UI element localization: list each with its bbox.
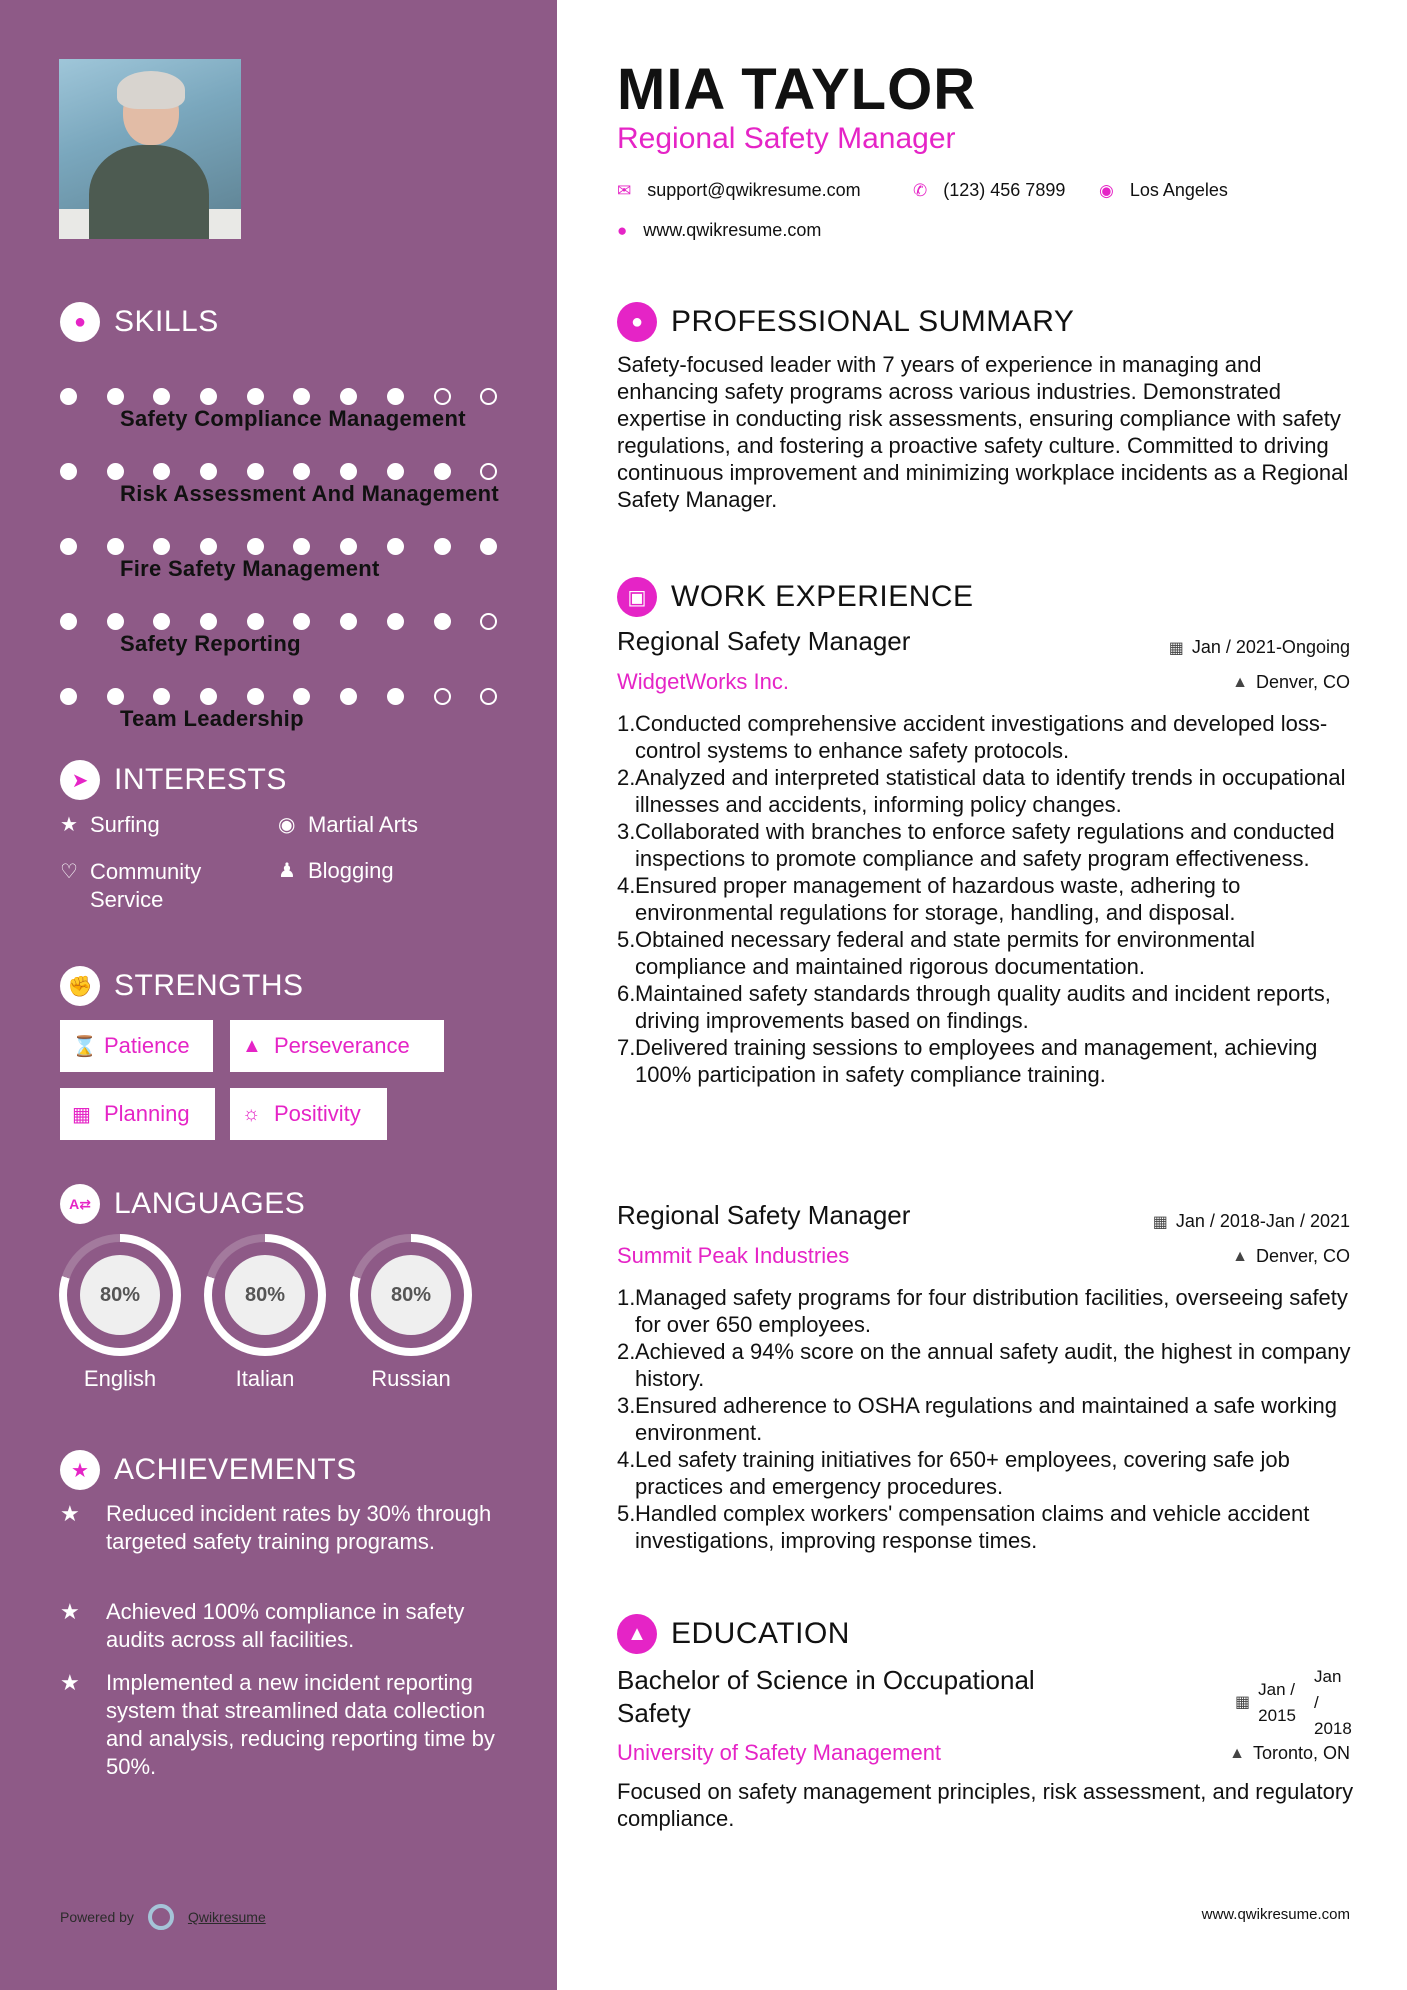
phone-icon: ✆: [913, 180, 928, 200]
strength-badge: [230, 1088, 387, 1140]
hands-icon: ♡: [60, 861, 78, 883]
education-heading: EDUCATION: [671, 1617, 850, 1650]
school-name: University of Safety Management: [617, 1740, 942, 1765]
globe-icon: ◉: [278, 814, 296, 836]
calendar-icon: ▦: [72, 1103, 91, 1126]
education-end: [1314, 1664, 1350, 1742]
experience-section-header: [617, 577, 974, 617]
lightbulb-icon: ●: [60, 302, 100, 342]
language-ring: [59, 1234, 181, 1356]
rating-dot: [293, 388, 310, 405]
strength-badge: [230, 1020, 444, 1072]
achievement-text: Achieved 100% compliance in safety audits across all facilities.: [106, 1599, 465, 1652]
sidebar: [0, 0, 557, 1990]
language-ring: [204, 1234, 326, 1356]
education-description: Focused on safety management principles, risk assessment, and regulatory compliance.: [617, 1779, 1354, 1831]
footer-url[interactable]: www.qwikresume.com: [1201, 1906, 1350, 1923]
job-dates-text: Jan / 2018-Jan / 2021: [1175, 1211, 1350, 1231]
experience-heading: WORK EXPERIENCE: [671, 580, 974, 613]
job-duty: Conducted comprehensive accident investigations and developed loss-control systems to enhance safety protocols.: [635, 711, 1328, 763]
star-icon: ★: [60, 814, 78, 836]
language-percent: 80%: [80, 1255, 160, 1335]
skill-rating: [60, 463, 527, 480]
rating-dot: [153, 538, 170, 555]
languages-heading: LANGUAGES: [114, 1187, 306, 1220]
fist-icon: ✊: [60, 966, 100, 1006]
contact-website[interactable]: [617, 220, 821, 241]
company-name: WidgetWorks Inc.: [617, 669, 789, 694]
rating-dot: [247, 688, 264, 705]
interest-item: [278, 812, 418, 838]
globe-icon: ●: [617, 220, 628, 240]
powered-by: [60, 1904, 266, 1930]
achievement-item: [60, 1669, 500, 1781]
rating-dot: [107, 463, 124, 480]
strength-label: Patience: [104, 1033, 190, 1058]
rating-dot: [60, 388, 77, 405]
job-duty: Obtained necessary federal and state permits for environmental compliance and maintained rigorous documentation.: [635, 927, 1255, 979]
job-duty: Delivered training sessions to employees and management, achieving 100% participation in safety compliance training.: [635, 1035, 1318, 1087]
job-duty: Ensured adherence to OSHA regulations and maintained a safe working environment.: [635, 1393, 1337, 1445]
rating-dot: [247, 388, 264, 405]
rating-dot: [340, 613, 357, 630]
job-dates-text: Jan / 2021-Ongoing: [1191, 637, 1350, 657]
degree-line: Safety: [617, 1698, 691, 1728]
rating-dot: [480, 613, 497, 630]
rating-dot: [434, 613, 451, 630]
company-name: Summit Peak Industries: [617, 1243, 850, 1268]
shooting-star-icon: ★: [60, 1670, 80, 1695]
job-location-text: Denver, CO: [1255, 672, 1350, 692]
rating-dot: [340, 688, 357, 705]
job-duty: Handled complex workers' compensation claims and vehicle accident investigations, improving response times.: [635, 1501, 1310, 1553]
envelope-icon: ✉: [617, 180, 632, 200]
summary-section-header: [617, 302, 1074, 342]
interest-label: Surfing: [90, 812, 160, 837]
job-dates: [1169, 637, 1350, 658]
rating-dot: [107, 613, 124, 630]
rating-dot: [387, 688, 404, 705]
rating-dot: [340, 388, 357, 405]
rating-dot: [293, 613, 310, 630]
language-percent: 80%: [371, 1255, 451, 1335]
end-date-line: 2018: [1314, 1719, 1352, 1738]
translate-icon: A⇄: [60, 1184, 100, 1224]
rating-dot: [60, 688, 77, 705]
interest-item: [278, 858, 394, 884]
interest-label: Community Service: [90, 859, 202, 912]
language-italian: [204, 1234, 326, 1392]
rating-dot: [387, 388, 404, 405]
strength-badge: [60, 1088, 215, 1140]
sun-icon: ☼: [242, 1102, 261, 1125]
main-content: [557, 0, 1407, 1990]
rating-dot: [480, 388, 497, 405]
education-start: [1258, 1677, 1296, 1729]
interest-label: Blogging: [308, 858, 394, 883]
calendar-icon: ▦: [1235, 1694, 1251, 1711]
people-icon: ♟: [278, 860, 296, 882]
achievement-item: [60, 1598, 500, 1654]
rating-dot: [340, 538, 357, 555]
skill-rating: [60, 688, 527, 705]
calendar-icon: ▦: [1152, 1213, 1168, 1231]
job-duties-list: [617, 710, 1362, 1088]
powered-by-label: Powered by: [60, 1909, 134, 1925]
end-date-line: Jan /: [1314, 1667, 1342, 1712]
rating-dot: [434, 688, 451, 705]
job-location-text: Denver, CO: [1255, 1246, 1350, 1266]
interests-heading: INTERESTS: [114, 763, 287, 796]
achievements-section-header: [60, 1450, 357, 1490]
rating-dot: [60, 538, 77, 555]
star-badge-icon: ★: [60, 1450, 100, 1490]
interests-section-header: [60, 760, 287, 800]
interest-item: [60, 812, 160, 838]
language-name: Russian: [371, 1366, 451, 1391]
skill-name: Risk Assessment And Management: [120, 481, 500, 506]
shooting-star-icon: ★: [60, 1501, 80, 1526]
job-duties-list: [617, 1284, 1362, 1554]
mountain-icon: ▲: [242, 1034, 262, 1057]
pin-icon: ▲: [1229, 1744, 1245, 1762]
strength-label: Planning: [104, 1101, 190, 1126]
skill-rating: [60, 538, 527, 555]
rating-dot: [153, 688, 170, 705]
language-ring: [350, 1234, 472, 1356]
language-name: Italian: [235, 1366, 295, 1391]
achievement-text: Implemented a new incident reporting system that streamlined data collection and analysis, reducing reporting time by 50%.: [106, 1670, 495, 1779]
skill-name: Safety Compliance Management: [120, 406, 466, 431]
shooting-star-icon: ★: [60, 1599, 80, 1624]
qwikresume-logo-icon: [148, 1904, 174, 1930]
summary-text: Safety-focused leader with 7 years of experience in managing and enhancing safety programs across various industries. Demonstrated expertise in conducting risk assessments, ensuring compliance with safety regulations, and fostering a proactive safety culture. Committed to driving continuous improvement and minimizing workplace incidents as a Regional Safety Manager.: [617, 352, 1349, 512]
strength-label: Perseverance: [274, 1033, 410, 1058]
skill-name: Team Leadership: [120, 706, 304, 731]
rating-dot: [107, 688, 124, 705]
phone-text: (123) 456 7899: [943, 180, 1066, 200]
rating-dot: [387, 613, 404, 630]
skill-name: Fire Safety Management: [120, 556, 380, 581]
rating-dot: [434, 463, 451, 480]
rating-dot: [293, 463, 310, 480]
rating-dot: [480, 688, 497, 705]
job-duty: Analyzed and interpreted statistical data to identify trends in occupational illnesses and accidents, informing policy changes.: [635, 765, 1346, 817]
rating-dot: [247, 463, 264, 480]
pin-icon: ▲: [1232, 673, 1248, 691]
education-location: [1229, 1743, 1350, 1764]
start-date-line: 2015: [1258, 1706, 1296, 1725]
email-text: support@qwikresume.com: [647, 180, 861, 200]
candidate-name: MIA TAYLOR: [617, 57, 977, 122]
profile-photo: [59, 59, 241, 239]
achievements-heading: ACHIEVEMENTS: [114, 1453, 357, 1486]
rating-dot: [480, 463, 497, 480]
user-icon: ●: [617, 302, 657, 342]
education-section-header: [617, 1614, 850, 1654]
strengths-section-header: [60, 966, 304, 1006]
pin-icon: ▲: [1232, 1247, 1248, 1265]
job-duty: Led safety training initiatives for 650+ employees, covering safe job practices and emergency procedures.: [635, 1447, 1290, 1499]
job-title: Regional Safety Manager: [617, 626, 911, 656]
summary-heading: PROFESSIONAL SUMMARY: [671, 305, 1075, 338]
language-english: [59, 1234, 181, 1392]
job-duty: Ensured proper management of hazardous waste, adhering to environmental regulations for storage, handling, and disposal.: [635, 873, 1241, 925]
job-duty: Maintained safety standards through quality audits and incident reports, driving improvements based on findings.: [635, 981, 1331, 1033]
job-title: Regional Safety Manager: [617, 1200, 911, 1230]
rating-dot: [247, 538, 264, 555]
contact-location: [1099, 180, 1228, 201]
language-percent: 80%: [225, 1255, 305, 1335]
rating-dot: [293, 688, 310, 705]
strengths-heading: STRENGTHS: [114, 969, 304, 1002]
job-dates: [1153, 1211, 1350, 1232]
paper-plane-icon: ➤: [60, 760, 100, 800]
rating-dot: [247, 613, 264, 630]
rating-dot: [107, 538, 124, 555]
rating-dot: [293, 538, 310, 555]
rating-dot: [153, 388, 170, 405]
candidate-title: Regional Safety Manager: [617, 122, 956, 155]
job-duty: Achieved a 94% score on the annual safety audit, the highest in company history.: [635, 1339, 1351, 1391]
skills-section-header: [60, 302, 219, 342]
skill-rating: [60, 613, 527, 630]
contact-email[interactable]: [617, 180, 861, 201]
rating-dot: [434, 538, 451, 555]
rating-dot: [387, 463, 404, 480]
calendar-icon: ▦: [1168, 639, 1184, 657]
language-name: English: [83, 1366, 157, 1391]
rating-dot: [107, 388, 124, 405]
interest-label: Martial Arts: [308, 812, 419, 837]
graduation-cap-icon: ▲: [617, 1614, 657, 1654]
interest-item: [60, 858, 260, 914]
start-date-line: Jan /: [1258, 1680, 1296, 1699]
skill-name: Safety Reporting: [120, 631, 301, 656]
strength-badge: [60, 1020, 213, 1072]
education-dates: [1235, 1664, 1350, 1742]
hourglass-icon: ⌛: [72, 1035, 97, 1058]
map-pin-icon: ◉: [1099, 180, 1114, 200]
rating-dot: [153, 613, 170, 630]
strength-label: Positivity: [274, 1101, 361, 1126]
languages-section-header: [60, 1184, 305, 1224]
degree-title: [617, 1664, 1035, 1730]
skill-rating: [60, 388, 527, 405]
skills-heading: SKILLS: [114, 305, 219, 338]
rating-dot: [153, 463, 170, 480]
contact-phone[interactable]: [913, 180, 1065, 201]
achievement-item: [60, 1500, 500, 1556]
rating-dot: [200, 688, 217, 705]
rating-dot: [434, 388, 451, 405]
location-text: Los Angeles: [1129, 180, 1228, 200]
rating-dot: [200, 388, 217, 405]
achievement-text: Reduced incident rates by 30% through targeted safety training programs.: [106, 1501, 492, 1554]
briefcase-icon: ▣: [617, 577, 657, 617]
rating-dot: [387, 538, 404, 555]
job-location: [1232, 672, 1350, 693]
rating-dot: [60, 463, 77, 480]
rating-dot: [200, 463, 217, 480]
rating-dot: [200, 613, 217, 630]
job-duty: Collaborated with branches to enforce safety regulations and conducted inspections to promote compliance and safety program effectiveness.: [635, 819, 1335, 871]
language-russian: [350, 1234, 472, 1392]
qwikresume-link[interactable]: Qwikresume: [187, 1909, 266, 1925]
website-text: www.qwikresume.com: [643, 220, 822, 240]
job-location: [1232, 1246, 1350, 1267]
rating-dot: [200, 538, 217, 555]
job-duty: Managed safety programs for four distribution facilities, overseeing safety for over 650 employees.: [635, 1285, 1348, 1337]
rating-dot: [480, 538, 497, 555]
degree-line: Bachelor of Science in Occupational: [617, 1665, 1035, 1695]
rating-dot: [60, 613, 77, 630]
education-location-text: Toronto, ON: [1252, 1743, 1350, 1763]
rating-dot: [340, 463, 357, 480]
